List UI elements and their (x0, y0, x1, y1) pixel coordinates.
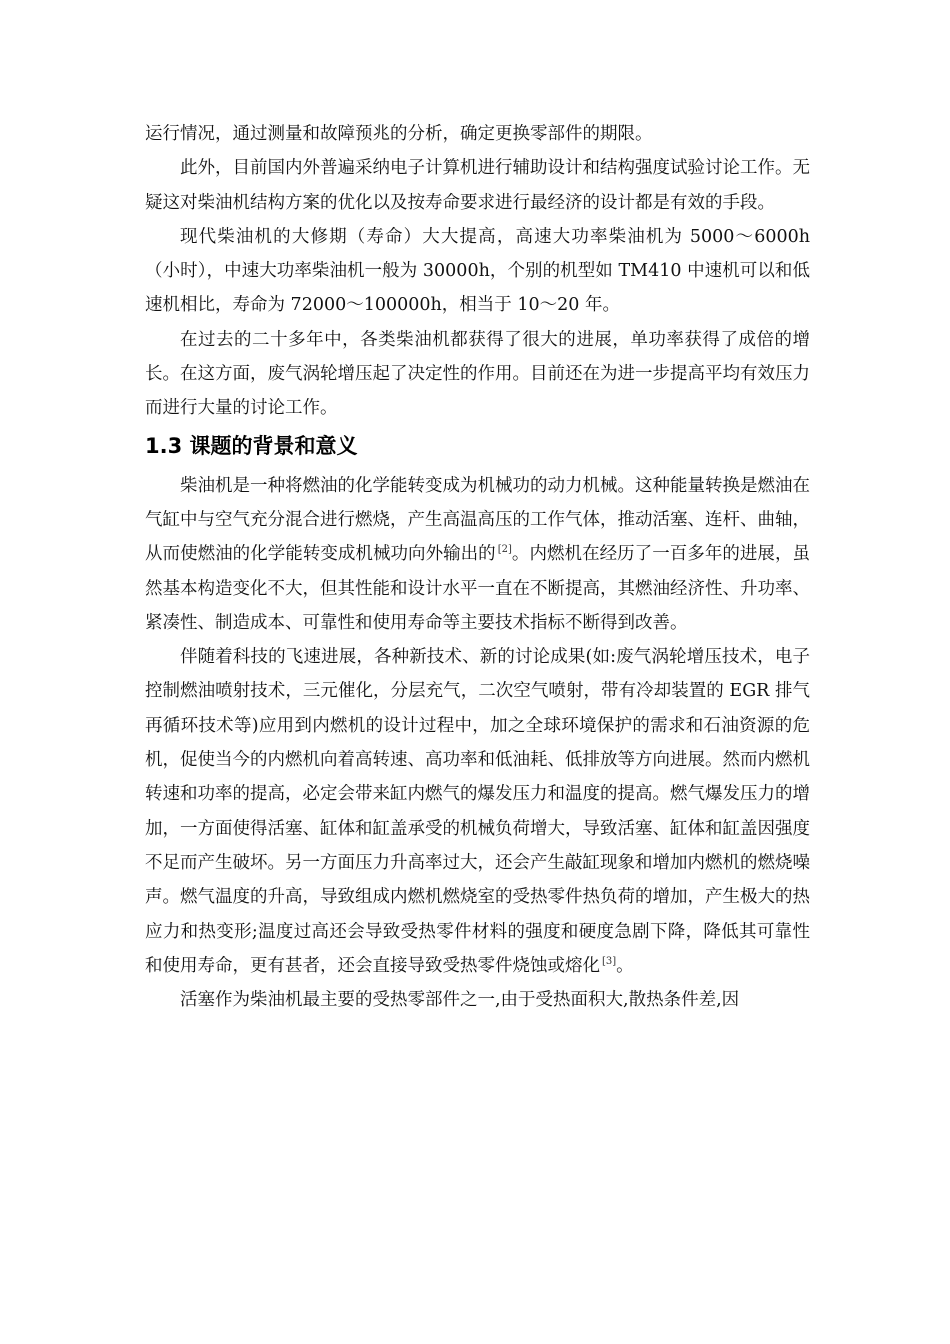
document-body (145, 117, 810, 1017)
paragraph-text: 。 (616, 955, 634, 976)
paragraph-continuation: 运行情况，通过测量和故障预兆的分析，确定更换零部件的期限。 (145, 124, 653, 144)
paragraph-overhaul-life: 现代柴油机的大修期（寿命）大大提高，高速大功率柴油机为 5000～6000h（小时），中速大功率柴油机一般为 30000h，个别的机型如 TM410 中速机可以和低速机相比，寿命为 72000～100000h，相当于 10～20 年。 (145, 226, 810, 316)
paragraph-computer-aided-design: 此外，目前国内外普遍采纳电子计算机进行辅助设计和结构强度试验讨论工作。无疑这对柴油机结构方案的优化以及按寿命要求进行最经济的设计都是有效的手段。 (145, 158, 810, 213)
paragraph-text: 。内燃机在经历了一百多年的进展，虽然基本构造变化不大，但其性能和设计水平一直在不断提高，其燃油经济性、升功率、紧凑性、制造成本、可靠性和使用寿命等主要技术指标不断得到改善。 (145, 544, 810, 633)
paragraph-piston: 活塞作为柴油机最主要的受热零部件之一,由于受热面积大,散热条件差,因 (180, 990, 740, 1011)
paragraph-turbocharging-progress: 在过去的二十多年中，各类柴油机都获得了很大的进展，单功率获得了成倍的增长。在这方面，废气涡轮增压起了决定性的作用。目前还在为进一步提高平均有效压力而进行大量的讨论工作。 (145, 329, 810, 419)
paragraph-technology-development (145, 640, 810, 983)
citation-marker: [2] (497, 544, 512, 556)
paragraph-text: 柴油机是一种将燃油的化学能转变成为机械功的动力机械。这种能量转换是燃油在气缸中与空气充分混合进行燃烧，产生高温高压的工作气体，推动活塞、连杆、曲轴，从而使燃油的化学能转变成机械功向外输出的 (145, 475, 810, 565)
paragraph-text: 伴随着科技的飞速进展，各种新技术、新的讨论成果(如:废气涡轮增压技术，电子控制燃油喷射技术，三元催化，分层充气，二次空气喷射，带有冷却装置的 EGR 排气再循环技术等)应用到内燃机的设计过程中，加之全球环境保护的需求和石油资源的危机，促使当今的内燃机向着高转速、高功率和低油耗、低排放等方向进展。然而内燃机转速和功率的提高，必定会带来缸内燃气的爆发压力和温度的提高。燃气爆发压力的增加，一方面使得活塞、缸体和缸盖承受的机械负荷增大，导致活塞、缸体和缸盖因强度不足而产生破坏。另一方面压力升高率过大，还会产生敲缸现象和增加内燃机的燃烧噪声。燃气温度的升高，导致组成内燃机燃烧室的受热零件热负荷的增加，产生极大的热应力和热变形;温度过高还会导致受热零件材料的强度和硬度急剧下降，降低其可靠性和使用寿命，更有甚者，还会直接导致受热零件烧蚀或熔化 (145, 647, 810, 976)
paragraph-diesel-definition (145, 469, 810, 640)
citation-marker: [3] (602, 956, 617, 967)
section-heading: 1.3 课题的背景和意义 (145, 433, 358, 458)
